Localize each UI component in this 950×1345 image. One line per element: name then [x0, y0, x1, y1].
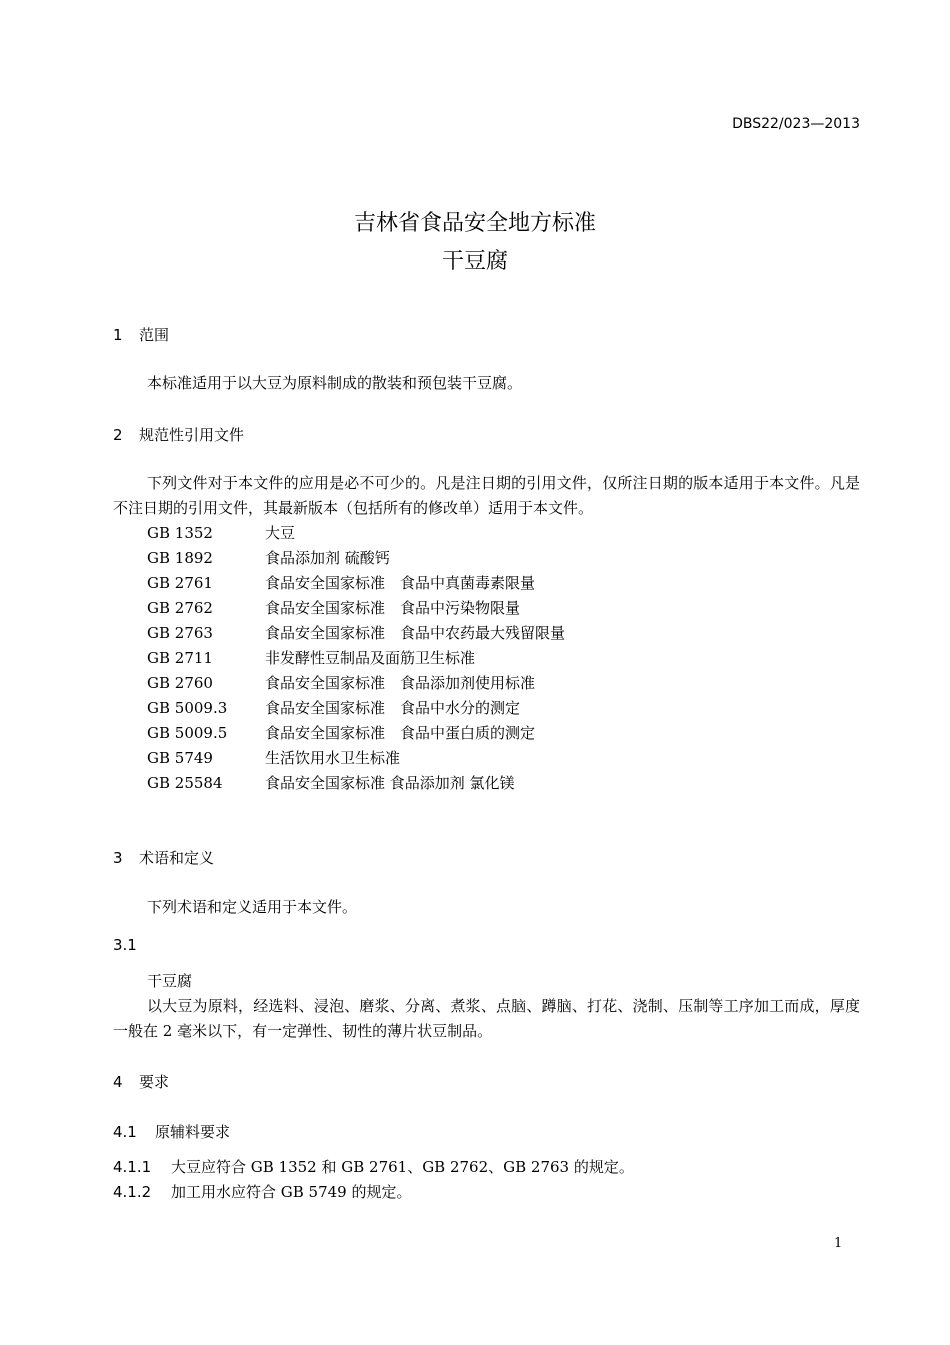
- reference-item: [147, 671, 565, 696]
- reference-code: GB 2711: [147, 649, 213, 667]
- reference-item: [147, 771, 565, 796]
- section-number: 4: [113, 1073, 123, 1091]
- document-subtitle: 干豆腐: [441, 249, 508, 274]
- reference-item: [147, 521, 565, 546]
- reference-code: GB 5009.5: [147, 724, 228, 742]
- reference-code: GB 1892: [147, 549, 213, 567]
- subsection-number: 4.1: [113, 1123, 137, 1141]
- section-heading-terms: [113, 848, 214, 868]
- section-heading-requirements: [113, 1072, 169, 1092]
- scope-paragraph: 本标准适用于以大豆为原料制成的散装和预包装干豆腐。: [147, 374, 523, 392]
- reference-name: 食品安全国家标准 食品中污染物限量: [265, 599, 521, 617]
- reference-code: GB 5749: [147, 749, 213, 767]
- section-number: 1: [113, 326, 123, 344]
- subsection-heading-raw-materials: [113, 1122, 230, 1142]
- clause-number: 4.1.2: [113, 1183, 152, 1201]
- reference-code: GB 2763: [147, 624, 213, 642]
- reference-name: 食品安全国家标准 食品中蛋白质的测定: [265, 724, 536, 742]
- reference-item: [147, 696, 565, 721]
- reference-item: [147, 621, 565, 646]
- reference-name: 食品安全国家标准 食品中真菌毒素限量: [265, 574, 536, 592]
- clause-text: 加工用水应符合 GB 5749 的规定。: [171, 1183, 412, 1201]
- subsection-number-3-1: 3.1: [113, 936, 137, 954]
- reference-item: [147, 546, 565, 571]
- term-definition: 以大豆为原料，经选料、浸泡、磨浆、分离、煮浆、点脑、蹲脑、打花、浇制、压制等工序加工而成，厚度一般在 2 毫米以下，有一定弹性、韧性的薄片状豆制品。: [113, 997, 860, 1040]
- clause-number: 4.1.1: [113, 1158, 152, 1176]
- section-title: 术语和定义: [139, 849, 215, 867]
- term-name: 干豆腐: [147, 972, 193, 990]
- reference-name: 食品安全国家标准 食品添加剂 氯化镁: [265, 774, 515, 792]
- terms-paragraph: 下列术语和定义适用于本文件。: [147, 898, 358, 916]
- section-heading-scope: [113, 325, 169, 345]
- reference-code: GB 2761: [147, 574, 213, 592]
- reference-item: [147, 571, 565, 596]
- clause-text: 大豆应符合 GB 1352 和 GB 2761、GB 2762、GB 2763 的规定。: [171, 1158, 634, 1176]
- reference-item: [147, 746, 565, 771]
- subsection-title: 原辅料要求: [155, 1123, 231, 1141]
- reference-code: GB 25584: [147, 774, 223, 792]
- reference-code: GB 1352: [147, 524, 213, 542]
- reference-name: 食品安全国家标准 食品中水分的测定: [265, 699, 521, 717]
- reference-list: [147, 521, 565, 796]
- section-title: 规范性引用文件: [139, 426, 245, 444]
- reference-item: [147, 646, 565, 671]
- reference-name: 非发酵性豆制品及面筋卫生标准: [265, 649, 476, 667]
- document-title: 吉林省食品安全地方标准: [353, 211, 596, 236]
- reference-name: 大豆: [265, 524, 296, 542]
- section-number: 3: [113, 849, 123, 867]
- reference-item: [147, 721, 565, 746]
- reference-name: 食品安全国家标准 食品中农药最大残留限量: [265, 624, 566, 642]
- reference-name: 生活饮用水卫生标准: [265, 749, 401, 767]
- section-title: 要求: [139, 1073, 170, 1091]
- reference-code: GB 2760: [147, 674, 213, 692]
- clause-4-1-2: [113, 1180, 412, 1205]
- section-title: 范围: [139, 326, 170, 344]
- document-code: DBS22/023—2013: [732, 116, 860, 132]
- reference-name: 食品添加剂 硫酸钙: [265, 549, 390, 567]
- section-number: 2: [113, 426, 123, 444]
- reference-name: 食品安全国家标准 食品添加剂使用标准: [265, 674, 536, 692]
- reference-code: GB 2762: [147, 599, 213, 617]
- section-heading-references: [113, 425, 244, 445]
- references-paragraph: 下列文件对于本文件的应用是必不可少的。凡是注日期的引用文件，仅所注日期的版本适用于本文件。凡是不注日期的引用文件，其最新版本（包括所有的修改单）适用于本文件。: [113, 474, 860, 517]
- clause-4-1-1: [113, 1155, 634, 1180]
- page-number: 1: [834, 1236, 843, 1251]
- reference-item: [147, 596, 565, 621]
- reference-code: GB 5009.3: [147, 699, 228, 717]
